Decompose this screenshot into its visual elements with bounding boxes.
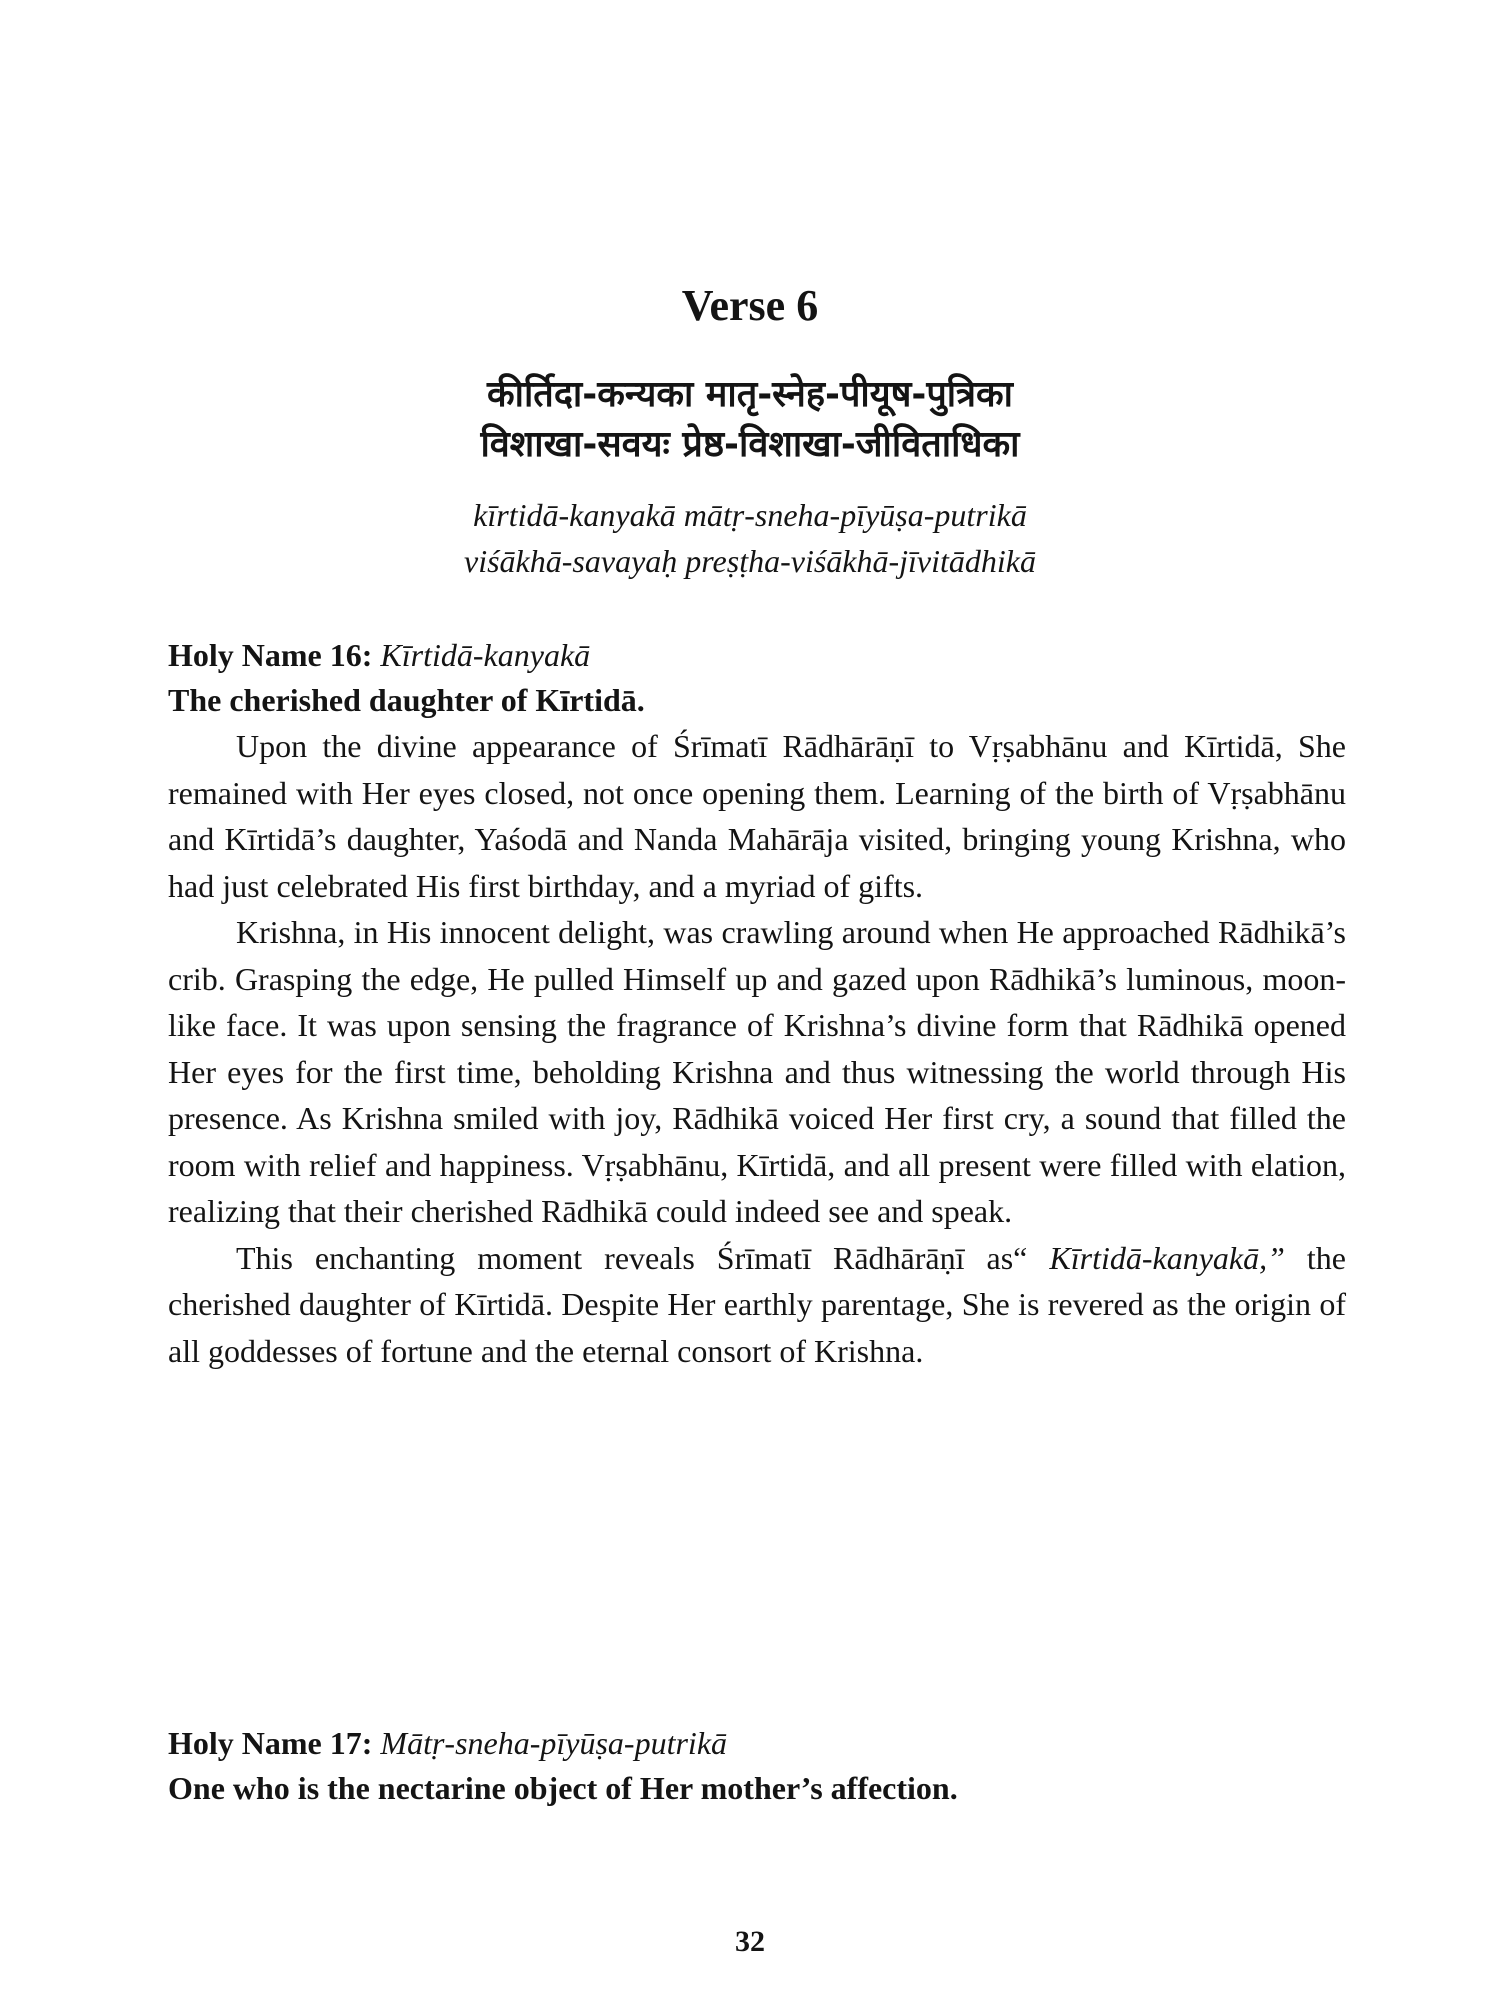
paragraph-1: Upon the divine appearance of Śrīmatī Rādhārāṇī to Vṛṣabhānu and Kīrtidā, She remained with Her eyes closed, not once opening them. Learning of the birth of Vṛṣabhānu and Kīrtidā’s daughter, Yaśodā and Nanda Mahārāja visited, bringing young Krishna, who had just celebrated His first birthday, and a myriad of gifts. [168, 728, 1346, 904]
holy-name-17-label: Holy Name 17: [168, 1725, 373, 1761]
holy-name-16-heading [168, 633, 1346, 678]
paragraph-3 [168, 1235, 1346, 1375]
holy-name-16-subtitle: The cherished daughter of Kīrtidā. [168, 682, 645, 718]
holy-name-16-name: Kīrtidā-kanyakā [380, 637, 591, 673]
holy-name-17-subtitle: One who is the nectarine object of Her mother’s affection. [168, 1770, 958, 1806]
holy-name-17-name: Mātṛ-sneha-pīyūṣa-putrikā [380, 1725, 728, 1761]
page-number: 32 [735, 1925, 765, 1958]
paragraph-2: Krishna, in His innocent delight, was crawling around when He approached Rādhikā’s crib. Grasping the edge, He pulled Himself up and gazed upon Rādhikā’s luminous, moon-like face. It was upon sensing the fragrance of Krishna’s divine form that Rādhikā opened Her eyes for the first time, beholding Krishna and thus witnessing the world through His presence. As Krishna smiled with joy, Rādhikā voiced Her first cry, a sound that filled the room with relief and happiness. Vṛṣabhānu, Kīrtidā, and all present were filled with elation, realizing that their cherished Rādhikā could indeed see and speak. [168, 914, 1346, 1229]
transliteration-line-1: kīrtidā-kanyakā mātṛ-sneha-pīyūṣa-putrikā [473, 497, 1027, 533]
sanskrit-line-1: कीर्तिदा-कन्यका मातृ-स्नेह-पीयूष-पुत्रिका [487, 374, 1013, 415]
holy-name-17-section [168, 1721, 1346, 1811]
holy-name-16-section [168, 633, 1346, 1374]
sanskrit-line-2: विशाखा-सवयः प्रेष्ठ-विशाखा-जीविताधिका [480, 424, 1020, 465]
transliteration-line-2: viśākhā-savayaḥ preṣṭha-viśākhā-jīvitādhikā [464, 543, 1036, 579]
verse-title: Verse 6 [681, 281, 819, 330]
holy-name-16-label: Holy Name 16: [168, 637, 373, 673]
paragraph-3-italic: Kīrtidā-kanyakā,” [1049, 1239, 1285, 1276]
transliteration [0, 492, 1500, 584]
holy-name-17-heading [168, 1721, 1346, 1766]
sanskrit-verse [0, 370, 1500, 470]
paragraph-3-after: the cherished daughter of Kīrtidā. Despite Her earthly parentage, She is revered as the origin of all goddesses of fortune and the eternal consort of Krishna. [168, 1239, 1347, 1369]
paragraph-3-before: This enchanting moment reveals Śrīmatī Rādhārāṇī as“ [236, 1239, 1050, 1276]
